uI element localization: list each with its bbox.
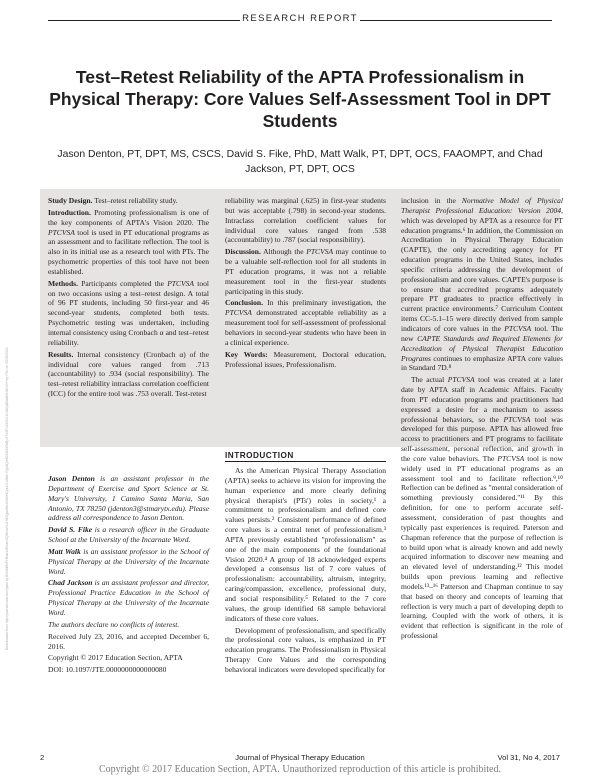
- keywords: Key Words: Measurement, Doctoral education, Professional issues, Professionalism.: [225, 349, 386, 369]
- body-paragraph-2: The actual PTCVSA tool was created at a later date by APTA staff in Academic Affairs. Faculty from PT education programs and practitioners had expressed a desire for a mechanism to assess professional behaviors, so the PTCVSA tool was developed for this purpose. APTA has allowed free access to practitioners and PT programs to facilitate self-assessment, personal reflection, and growth in the core value behaviors. The PTCVSA tool is now widely used in PT educational programs as an assessment tool and to facilitate reflection.⁹,¹⁰ Reflection can be defined as "mental consideration of something previously considered."¹¹ By this definition, for one to perform accurate self-assessment, consideration of past thoughts and typically past experiences is required. Paterson and Chapman reference that the purpose of reflection is to build upon what is already known and add newly acquired information to discover new meaning and an elevated level of understanding.¹² This model builds upon previous learning and reflective models.¹³–¹⁶ Patterson and Chapman continue to say that based on theory and concepts of learning that reflection is very much a part of developing depth to learning. Coupled with the work of others, it is evident that reflection is significant in the role of professional: [401, 375, 564, 641]
- received-dates: Received July 23, 2016, and accepted December 6, 2016.: [48, 631, 209, 651]
- introduction-abstract: Introduction. Promoting professionalism is one of the key components of APTA's Vision 2020. The PTCVSA tool is used in PT educational programs as an assessment and to facilitate reflection. The tool is also in its initial use as a research tool with PTs. The psychometric properties of this tool have not been established.: [48, 207, 209, 276]
- copyright-notice: Copyright © 2017 Education Section, APTA. Unauthorized reproduction of this article is prohibited.: [98, 764, 501, 775]
- study-design: Study Design. Test–retest reliability study.: [48, 196, 178, 205]
- conflict-statement: The authors declare no conflicts of interest.: [48, 619, 180, 629]
- page-number: 2: [40, 753, 45, 762]
- body-column-3: [401, 196, 563, 641]
- abstract-column-1: [48, 196, 209, 399]
- section-rule-right: [360, 20, 552, 21]
- journal-name: Journal of Physical Therapy Education: [235, 753, 365, 762]
- introduction-column: [225, 466, 386, 675]
- bio-walk: Matt Walk is an assistant professor in the School of Physical Therapy at the University of the Incarnate Word.: [48, 546, 209, 576]
- results-abstract: Results. Internal consistency (Cronbach α) of the individual core values ranged from .713 (accountability) to .934 (social responsibility). The test–retest reliability intraclass correlation coefficient (ICC) for the entire tool was .753 overall. Test-retest: [48, 349, 210, 399]
- volume-info: Vol 31, No 4, 2017: [497, 753, 560, 762]
- methods-abstract: Methods. Participants completed the PTCVSA tool on two occasions using a test–retest design. A total of 96 PT students, including 50 first-year and 46 second-year students, completed both tests. Psychometric testing was undertaken, including internal consistency using Cronbach α and test–retest reliability.: [48, 278, 210, 347]
- bio-denton: Jason Denton is an assistant professor in the Department of Exercise and Sport Science at St. Mary's University, 1 Camino Santa Maria, San Antonio, TX 78250 (jdenton3@stmarytx.edu). Please address all correspondence to Jason Denton.: [48, 474, 209, 523]
- section-label: [0, 12, 600, 28]
- discussion-abstract: Discussion. Although the PTCVSA may continue to be a valuable self-reflection tool for all students in PT education programs, it was not a reliable measurement tool in the first-year students participating in this study.: [225, 247, 386, 296]
- bio-fike: David S. Fike is a research officer in the Graduate School at the University of the Incarnate Word.: [48, 525, 209, 545]
- introduction-heading: INTRODUCTION: [225, 451, 294, 460]
- bio-jackson: Chad Jackson is an assistant professor and director, Professional Practice Education in the School of Physical Therapy at the University of the Incarnate Word.: [48, 578, 210, 617]
- abstract-column-2: [225, 196, 386, 369]
- page-footer: [40, 753, 560, 763]
- conclusion-abstract: Conclusion. In this preliminary investigation, the PTCVSA demonstrated acceptable reliability as a measurement tool for self-assessment of professional behaviors in second-year students who have been in a clinical experience.: [225, 298, 386, 347]
- section-rule-left: [48, 20, 240, 21]
- article-title: Test–Retest Reliability of the APTA Professionalism in Physical Therapy: Core Values Self-Assessment Tool in DPT Students: [49, 67, 551, 131]
- download-watermark: Downloaded from http://journals.lww.com/jopte by BhDMf5ePHKav1zEoum1tQfN4a+kJLhEZgbsIHo4XMi0hCywCX1AWnYQp/IlQrHD3i3D0OdRyi7TvSFl4Cf3VC4/OAVpDDa8KKGKV0Ymy+78= on 03/29/2024: [5, 347, 9, 650]
- intro-paragraph-1: As the American Physical Therapy Association (APTA) seeks to achieve its vision for improving the human experience and more clearly defining physical therapist's (PTs') roles in society,¹ a commitment to professionalism and defined core values persists.² Consistent performance of defined core values is a central tenet of professionalism.³ APTA previously established "professionalism" as one of the main components of the foundational Vision 2020.⁴ A group of 18 acknowledged experts developed a consensus list of 7 core values of professionalism: accountability, altruism, integrity, caring/compassion, excellence, professional duty, and social responsibility.⁵ Related to the 7 core values, the group identified 68 sample behavioral indicators of these core values.: [225, 466, 386, 623]
- body-paragraph-1: inclusion in the Normative Model of Physical Therapist Professional Education: Version 2004, which was developed by APTA as a resource for PT education programs.⁶ In addition, the Commission on Accreditation in Physical Therapy Education (CAPTE), the only accrediting agency for PT education programs in the United States, includes specific criteria addressing the development of professionalism and core values. CAPTE's purpose is to ensure that accredited programs adequately prepare PT graduates to practice effectively in current practice environments.⁷ Curriculum Content items CC-5.1–15 were directly derived from sample indicators of core values in the PTCVSA tool. The new CAPTE Standards and Required Elements for Accreditation of Physical Therapist Education Programs continues to emphasize APTA core values in Standard 7D.⁸: [401, 196, 564, 373]
- section-label-text: RESEARCH REPORT: [242, 13, 358, 24]
- introduction-rule: [225, 461, 386, 462]
- intro-paragraph-2: Development of professionalism, and specifically the professional core values, is emphasized in PT education programs. The Professionalism in Physical Therapy Core Values and the corresponding behavioral indicators were developed specifically for: [225, 625, 386, 674]
- copyright-line: Copyright © 2017 Education Section, APTA: [48, 653, 183, 663]
- author-bios: [48, 474, 209, 675]
- doi: DOI: 10.1097/JTE.0000000000000080: [48, 665, 167, 675]
- results-continued: reliability was marginal (.625) in first-year students but was acceptable (.798) in second-year students. Intraclass correlation coefficient values for individual core values ranged from .538 (accountability) to .787 (social responsibility).: [225, 196, 386, 245]
- author-list: Jason Denton, PT, DPT, MS, CSCS, David S. Fike, PhD, Matt Walk, PT, DPT, OCS, FAAOMPT, and Chad Jackson, PT, DPT, OCS: [57, 149, 543, 175]
